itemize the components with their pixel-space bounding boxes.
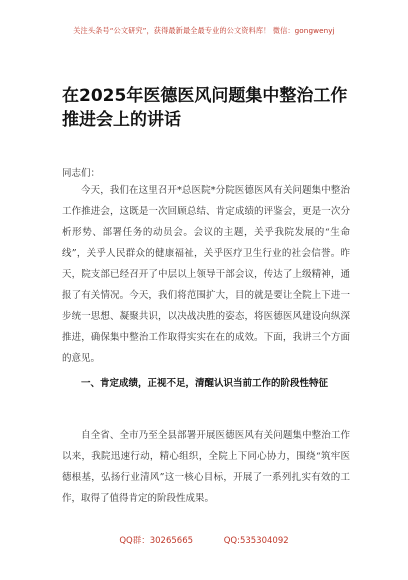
footer-qq: QQ:535304092 — [223, 536, 289, 546]
paragraph-intro: 今天，我们在这里召开*总医院*分院医德医风有关问题集中整治工作推进会，这既是一次回顾总结、肯定成绩的评鉴会，更是一次分析形势、部署任务的动员会。会议的主题，关乎我院发展的“生命线”，关乎人民群众的健康福祉，关乎医疗卫生行业的社会信誉。昨天，院支部已经召开了中层以上领导干部会议，传达了上级精神，通报了有关情况。今天，我们将范围扩大，目的就是要让全院上下进一步统一思想、凝聚共识，以决战决胜的姿态，将医德医风建设向纵深推进，确保集中整治工作取得实实在在的成效。下面，我讲三个方面的意见。 — [62, 185, 350, 364]
footer-contact — [0, 534, 408, 546]
salutation: 同志们： — [62, 168, 101, 179]
header-banner: 关注头条号“公文研究”，获得最新最全最专业的公文资料库！ 微信：gongwenyj — [73, 26, 335, 35]
paragraph-section-1: 自全省、全市乃至全县部署开展医德医风有关问题集中整治工作以来，我院迅速行动，精心组织，全院上下同心协力，围绕“筑牢医德根基，弘扬行业清风”这一核心目标，开展了一系列扎实有效的工作，取得了值得肯定的阶段性成果。 — [62, 430, 350, 504]
document-title: 在2025年医德医风问题集中整治工作推进会上的讲话 — [62, 86, 348, 130]
section-heading-1: 一、肯定成绩，正视不足，清醒认识当前工作的阶段性特征 — [81, 378, 329, 389]
footer-qq-group: QQ群：30265665 — [119, 536, 194, 546]
